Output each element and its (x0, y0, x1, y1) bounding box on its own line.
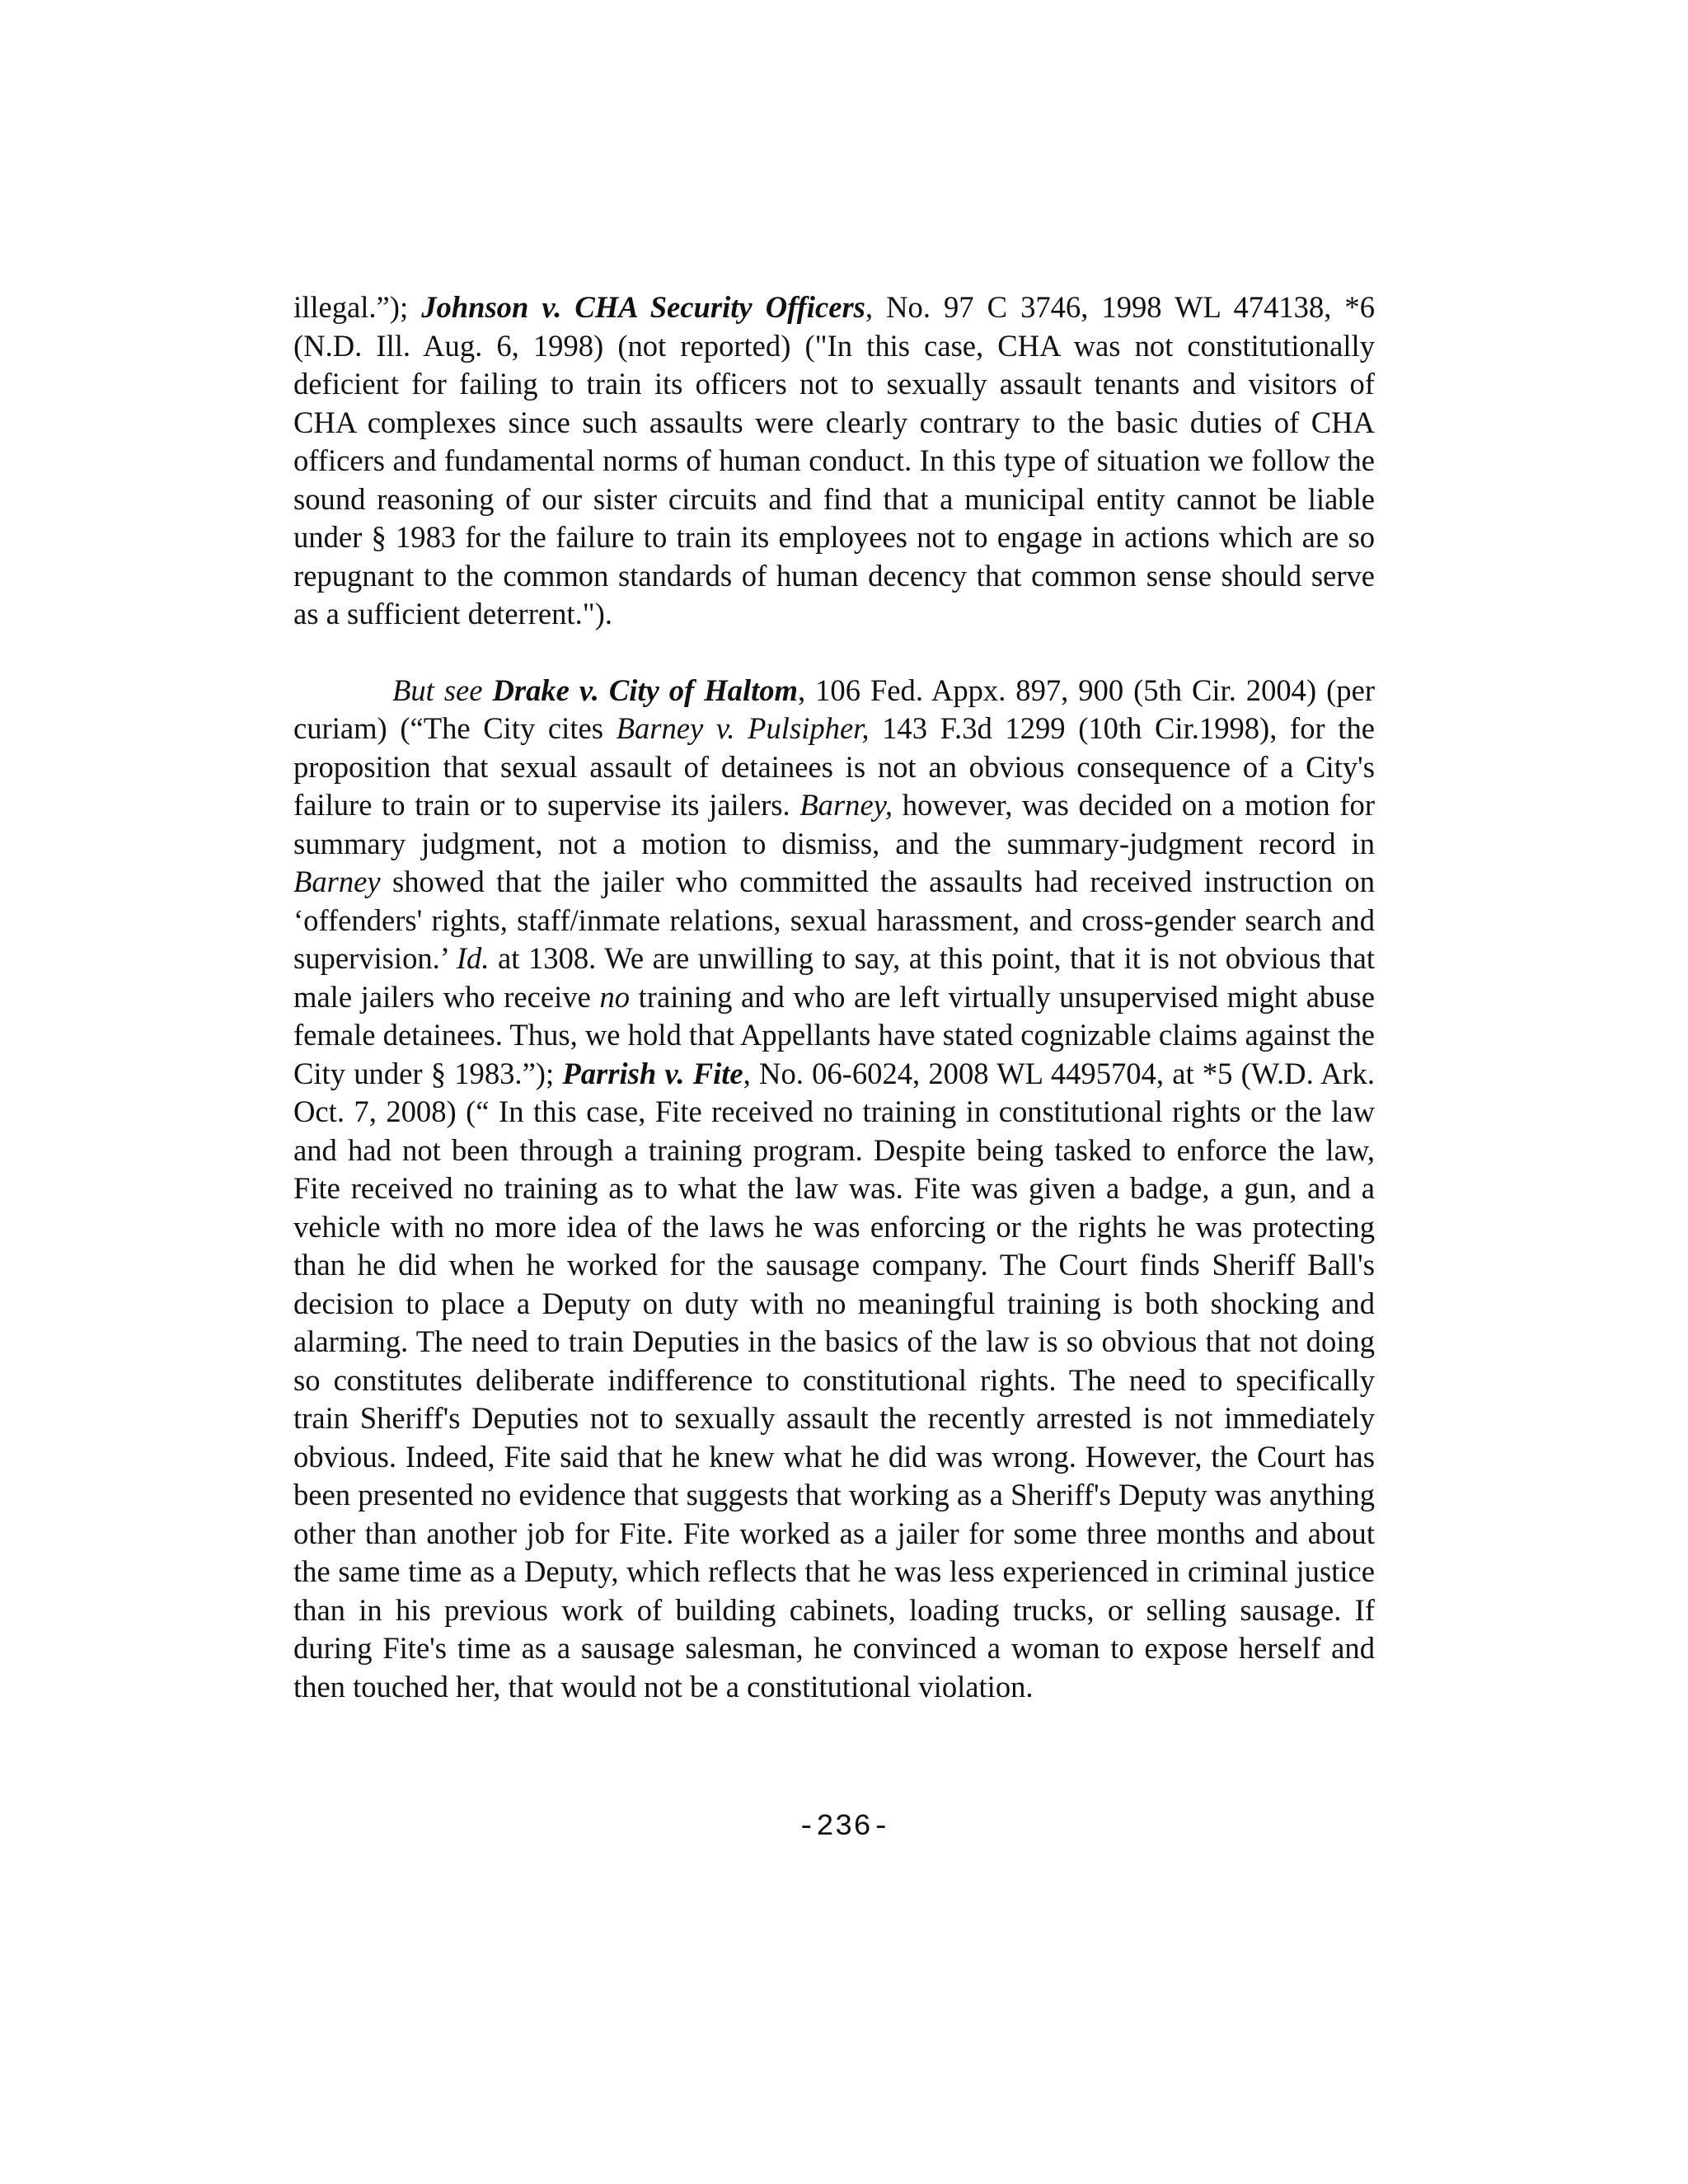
document-body (293, 288, 1375, 1706)
case-name-parrish: Parrish v. Fite (562, 1056, 743, 1090)
text-run: illegal.”); (293, 290, 422, 324)
text-run: at 1308. We are unwilling to say, at this point, that it is not obvious that male jailers who receive (293, 941, 1375, 1014)
emphasis-no: no (599, 979, 631, 1014)
text-run: , 106 Fed. Appx. 897, 900 (5th Cir. 2004) (per curiam) (“The City cites (293, 673, 1375, 745)
case-name-barney-full: Barney v. Pulsipher, (616, 711, 870, 745)
paragraph-johnson-citation (293, 288, 1375, 634)
text-run: 143 F.3d 1299 (10th Cir.1998), for the proposition that sexual assault of detainees is not an obvious consequence of a City's failure to train or to supervise its jailers. (293, 711, 1375, 822)
paragraph-but-see (293, 672, 1375, 1707)
text-run: however, was decided on a motion for summary judgment, not a motion to dismiss, and the summary-judgment record in (293, 788, 1375, 860)
page-number: -236- (797, 1810, 891, 1844)
text-run: showed that the jailer who committed the assaults had received instruction on ‘offenders' rights, staff/inmate relations, sexual harassment, and cross-gender search and supervision.’ (293, 865, 1375, 975)
case-name-barney-short: Barney, (799, 788, 893, 822)
case-name-drake: Drake v. City of Haltom (492, 673, 799, 707)
text-run: , No. 06-6024, 2008 WL 4495704, at *5 (W.D. Ark. Oct. 7, 2008) (“ In this case, Fite received no training in constitutional rights or the law and had not been through a training program. Despite being tasked to enforce the law, Fite received no training as to what the law was. Fite was given a badge, a gun, and a vehicle with no more idea of the laws he was enforcing or the rights he was protecting than he did when he worked for the sausage company. The Court finds Sheriff Ball's decision to place a Deputy on duty with no meaningful training is both shocking and alarming. The need to train Deputies in the basics of the law is so obvious that not doing so constitutes deliberate indifference to constitutional rights. The need to specifically train Sheriff's Deputies not to sexually assault the recently arrested is not immediately obvious. Indeed, Fite said that he knew what he did was wrong. However, the Court has been presented no evidence that suggests that working as a Sheriff's Deputy was anything other than another job for Fite. Fite worked as a jailer for some three months and about the same time as a Deputy, which reflects that he was less experienced in criminal justice than in his previous work of building cabinets, loading trucks, or selling sausage. If during Fite's time as a sausage salesman, he convinced a woman to expose herself and then touched her, that would not be a constitutional violation. (293, 1056, 1375, 1704)
text-run: , No. 97 C 3746, 1998 WL 474138, *6 (N.D. Ill. Aug. 6, 1998) (not reported) ("In this case, CHA was not constitutionally deficient for failing to train its officers not to sexually assault tenants and visitors of CHA complexes since such assaults were clearly contrary to the basic duties of CHA officers and fundamental norms of human conduct. In this type of situation we follow the sound reasoning of our sister circuits and find that a municipal entity cannot be liable under § 1983 for the failure to train its employees not to engage in actions which are so repugnant to the common standards of human decency that common sense should serve as a sufficient deterrent."). (293, 290, 1376, 630)
case-name-johnson: Johnson v. CHA Security Officers (421, 290, 865, 324)
case-name-barney-record: Barney (293, 865, 381, 898)
text-run: training and who are left virtually unsupervised might abuse female detainees. Thus, we hold that Appellants have stated cognizable claims against the City under § 1983.”); (293, 979, 1375, 1090)
signal-but-see: But see (392, 673, 493, 707)
citation-id: Id. (456, 941, 490, 975)
